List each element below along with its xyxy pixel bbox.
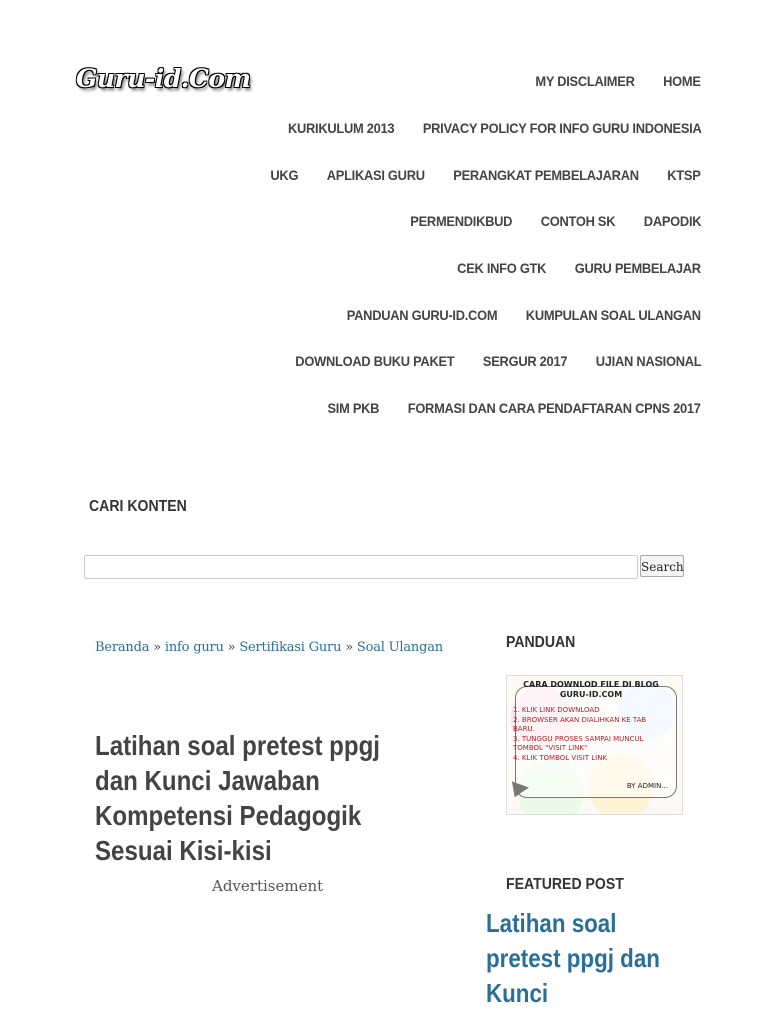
nav-row (536, 73, 701, 89)
breadcrumb-separator: » (227, 640, 236, 655)
nav-item-permendikbud[interactable]: PERMENDIKBUD (410, 213, 512, 229)
panduan-step: 4. KLIK TOMBOL VISIT LINK (513, 753, 608, 762)
breadcrumb-sertifikasi-link[interactable]: Sertifikasi Guru (239, 640, 342, 655)
nav-item-my-disclaimer[interactable]: MY DISCLAIMER (535, 73, 635, 89)
breadcrumb-separator: » (153, 640, 161, 655)
nav-item-ktsp[interactable]: KTSP (667, 167, 701, 183)
nav-item-formasi-dan-cara-pendaftaran-cpns-2017[interactable]: FORMASI DAN CARA PENDAFTARAN CPNS 2017 (408, 400, 701, 416)
search-button[interactable]: Search (640, 555, 684, 577)
nav-item-ujian-nasional[interactable]: UJIAN NASIONAL (595, 353, 701, 369)
nav-item-aplikasi-guru[interactable]: APLIKASI GURU (327, 167, 426, 183)
advertisement-label: Advertisement (212, 877, 324, 895)
nav-row (457, 260, 701, 276)
panduan-step: 3. TUNGGU PROSES SAMPAI MUNCUL TOMBOL "VISIT LINK" (513, 734, 644, 752)
nav-row (347, 307, 701, 323)
nav-item-download-buku-paket[interactable]: DOWNLOAD BUKU PAKET (294, 353, 455, 369)
featured-post-heading: FEATURED POST (506, 876, 624, 893)
nav-item-contoh-sk[interactable]: CONTOH SK (540, 213, 616, 229)
panduan-image-title: CARA DOWNLOD FILE DI BLOG GURU-ID.COM (523, 680, 659, 699)
nav-item-kumpulan-soal-ulangan[interactable]: KUMPULAN SOAL ULANGAN (525, 307, 701, 323)
panduan-step: 1. KLIK LINK DOWNLOAD (513, 706, 600, 714)
nav-item-kurikulum-2013[interactable]: KURIKULUM 2013 (287, 120, 394, 136)
nav-item-perangkat-pembelajaran[interactable]: PERANGKAT PEMBELAJARAN (453, 167, 640, 183)
nav-item-panduan-guru-id-com[interactable]: PANDUAN GURU-ID.COM (346, 307, 498, 323)
breadcrumb-home-link[interactable]: Beranda (95, 640, 150, 655)
site-logo[interactable]: Guru-id.Com (76, 64, 251, 93)
nav-row (410, 213, 701, 229)
nav-row (287, 120, 701, 136)
search-input[interactable] (84, 555, 638, 579)
nav-row (295, 353, 701, 369)
breadcrumb-info-guru-link[interactable]: info guru (164, 640, 224, 655)
nav-row (271, 167, 701, 183)
nav-item-home[interactable]: HOME (663, 73, 701, 89)
nav-item-ukg[interactable]: UKG (270, 167, 299, 183)
panduan-image-signature: BY ADMIN... (626, 782, 668, 790)
panduan-image[interactable] (506, 675, 683, 815)
nav-row (328, 400, 701, 416)
nav-item-guru-pembelajar[interactable]: GURU PEMBELAJAR (574, 260, 701, 276)
panduan-step: 2. BROWSER AKAN DIALIHKAN KE TAB BARU. (513, 715, 647, 733)
post-title: Latihan soal pretest ppgj dan Kunci Jawaban Kompetensi Pedagogik Sesuai Kisi-kisi (95, 730, 380, 866)
nav-item-dapodik[interactable]: DAPODIK (643, 213, 701, 229)
search-heading: CARI KONTEN (89, 498, 187, 515)
nav-item-cek-info-gtk[interactable]: CEK INFO GTK (457, 260, 547, 276)
breadcrumb (95, 640, 443, 655)
nav-item-sergur-2017[interactable]: SERGUR 2017 (482, 353, 567, 369)
featured-post-title[interactable]: Latihan soal pretest ppgj dan Kunci (486, 908, 660, 1008)
breadcrumb-soal-ulangan-link[interactable]: Soal Ulangan (356, 640, 443, 655)
panduan-heading: PANDUAN (506, 634, 576, 651)
nav-item-sim-pkb[interactable]: SIM PKB (327, 400, 380, 416)
panduan-image-steps (513, 706, 669, 763)
nav-item-privacy-policy-for-info-guru-indonesia[interactable]: PRIVACY POLICY FOR INFO GURU INDONESIA (422, 120, 701, 136)
breadcrumb-separator: » (345, 640, 353, 655)
